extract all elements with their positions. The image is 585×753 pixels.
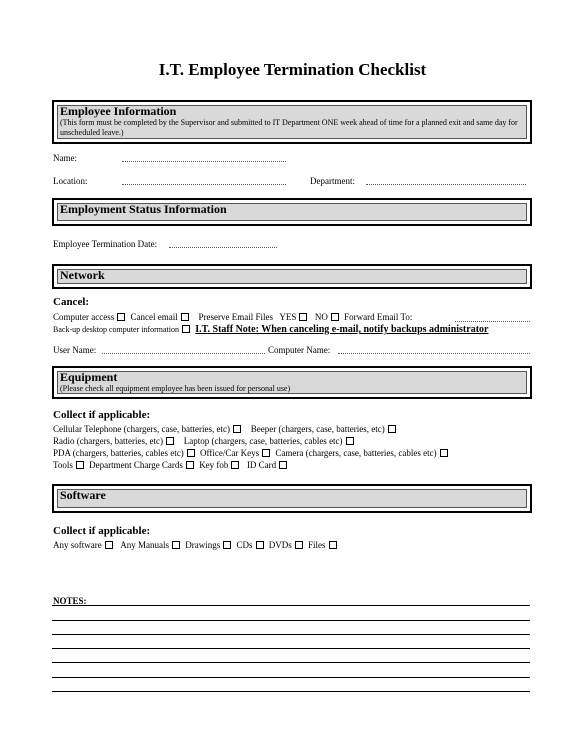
equipment-row-3 — [53, 448, 451, 459]
equipment-row-2 — [53, 436, 357, 447]
location-field[interactable] — [122, 184, 286, 185]
section-employee-information — [52, 100, 532, 144]
cancel-email-checkbox[interactable] — [181, 313, 189, 321]
beeper-checkbox[interactable] — [388, 425, 396, 433]
yes-checkbox[interactable] — [299, 313, 307, 321]
name-label: Name: — [53, 153, 77, 163]
files-label: Files — [308, 540, 326, 550]
id-card-checkbox[interactable] — [279, 461, 287, 469]
notes-line[interactable] — [52, 648, 530, 649]
computer-name-field[interactable] — [338, 353, 530, 354]
cellular-label: Cellular Telephone (chargers, case, batteries, etc) — [53, 424, 230, 434]
network-row-2 — [53, 324, 488, 335]
cellular-checkbox[interactable] — [233, 425, 241, 433]
laptop-label: Laptop (chargers, case, batteries, cables etc) — [183, 436, 343, 446]
key-fob-label: Key fob — [199, 460, 229, 470]
dvds-label: DVDs — [268, 540, 292, 550]
any-software-label: Any software — [53, 540, 102, 550]
no-label: NO — [314, 312, 328, 322]
user-name-field[interactable] — [102, 353, 265, 354]
section-heading: Network — [60, 268, 105, 282]
notes-line[interactable] — [52, 620, 530, 621]
forward-email-field[interactable] — [455, 321, 530, 322]
cancel-email-label: Cancel email — [130, 312, 178, 322]
tools-label: Tools — [53, 460, 73, 470]
equipment-collect-label: Collect if applicable: — [53, 409, 151, 421]
cds-checkbox[interactable] — [256, 541, 264, 549]
forward-email-label: Forward Email To: — [344, 312, 413, 322]
notes-line[interactable] — [52, 634, 530, 635]
section-heading: Employee Information — [60, 104, 177, 118]
any-software-checkbox[interactable] — [105, 541, 113, 549]
dvds-checkbox[interactable] — [295, 541, 303, 549]
section-software — [52, 484, 532, 513]
software-collect-label: Collect if applicable: — [53, 525, 151, 537]
section-note: (Please check all equipment employee has been issued for personal use) — [60, 384, 291, 393]
any-manuals-label: Any Manuals — [120, 540, 169, 550]
equipment-row-1 — [53, 424, 399, 435]
notes-line[interactable] — [52, 691, 530, 692]
backup-info-label: Back-up desktop computer information — [53, 325, 179, 334]
staff-note: I.T. Staff Note: When canceling e-mail, notify backups administrator — [195, 324, 489, 335]
section-equipment — [52, 366, 532, 399]
section-heading: Employment Status Information — [60, 202, 227, 216]
office-keys-checkbox[interactable] — [262, 449, 270, 457]
section-heading: Equipment — [60, 370, 118, 384]
id-card-label: ID Card — [246, 460, 277, 470]
section-employment-status — [52, 198, 532, 226]
office-keys-label: Office/Car Keys — [200, 448, 260, 458]
page-title: I.T. Employee Termination Checklist — [158, 60, 427, 79]
any-manuals-checkbox[interactable] — [172, 541, 180, 549]
drawings-label: Drawings — [185, 540, 221, 550]
network-row-1 — [53, 312, 412, 323]
computer-access-checkbox[interactable] — [117, 313, 125, 321]
notes-label: NOTES: — [53, 596, 87, 606]
termination-date-field[interactable] — [169, 247, 277, 248]
files-checkbox[interactable] — [329, 541, 337, 549]
department-label: Department: — [310, 176, 355, 186]
pda-checkbox[interactable] — [187, 449, 195, 457]
software-row — [53, 540, 340, 551]
radio-checkbox[interactable] — [166, 437, 174, 445]
termination-date-label: Employee Termination Date: — [53, 239, 158, 249]
section-note: (This form must be completed by the Supervisor and submitted to IT Department ONE week ahead of time for a planned exit and same day for unscheduled leave.) — [60, 118, 518, 137]
key-fob-checkbox[interactable] — [231, 461, 239, 469]
camera-checkbox[interactable] — [440, 449, 448, 457]
backup-info-checkbox[interactable] — [182, 325, 190, 333]
notes-line[interactable] — [52, 605, 530, 606]
user-name-label: User Name: — [53, 345, 97, 355]
camera-label: Camera (chargers, case, batteries, cables etc) — [275, 448, 437, 458]
section-network — [52, 264, 532, 289]
computer-name-label: Computer Name: — [268, 345, 331, 355]
notes-line[interactable] — [52, 662, 530, 663]
preserve-email-label: Preserve Email Files — [198, 312, 273, 322]
name-field[interactable] — [122, 161, 286, 162]
yes-label: YES — [279, 312, 297, 322]
charge-cards-checkbox[interactable] — [186, 461, 194, 469]
cancel-label: Cancel: — [53, 296, 90, 308]
beeper-label: Beeper (chargers, case, batteries, etc) — [250, 424, 385, 434]
drawings-checkbox[interactable] — [223, 541, 231, 549]
location-label: Location: — [53, 176, 88, 186]
charge-cards-label: Department Charge Cards — [89, 460, 183, 470]
tools-checkbox[interactable] — [76, 461, 84, 469]
section-heading: Software — [60, 488, 106, 502]
laptop-checkbox[interactable] — [346, 437, 354, 445]
notes-line[interactable] — [52, 677, 530, 678]
equipment-row-4 — [53, 460, 290, 471]
pda-label: PDA (chargers, batteries, cables etc) — [53, 448, 184, 458]
department-field[interactable] — [366, 184, 526, 185]
cds-label: CDs — [236, 540, 253, 550]
no-checkbox[interactable] — [331, 313, 339, 321]
radio-label: Radio (chargers, batteries, etc) — [53, 436, 164, 446]
computer-access-label: Computer access — [53, 312, 115, 322]
